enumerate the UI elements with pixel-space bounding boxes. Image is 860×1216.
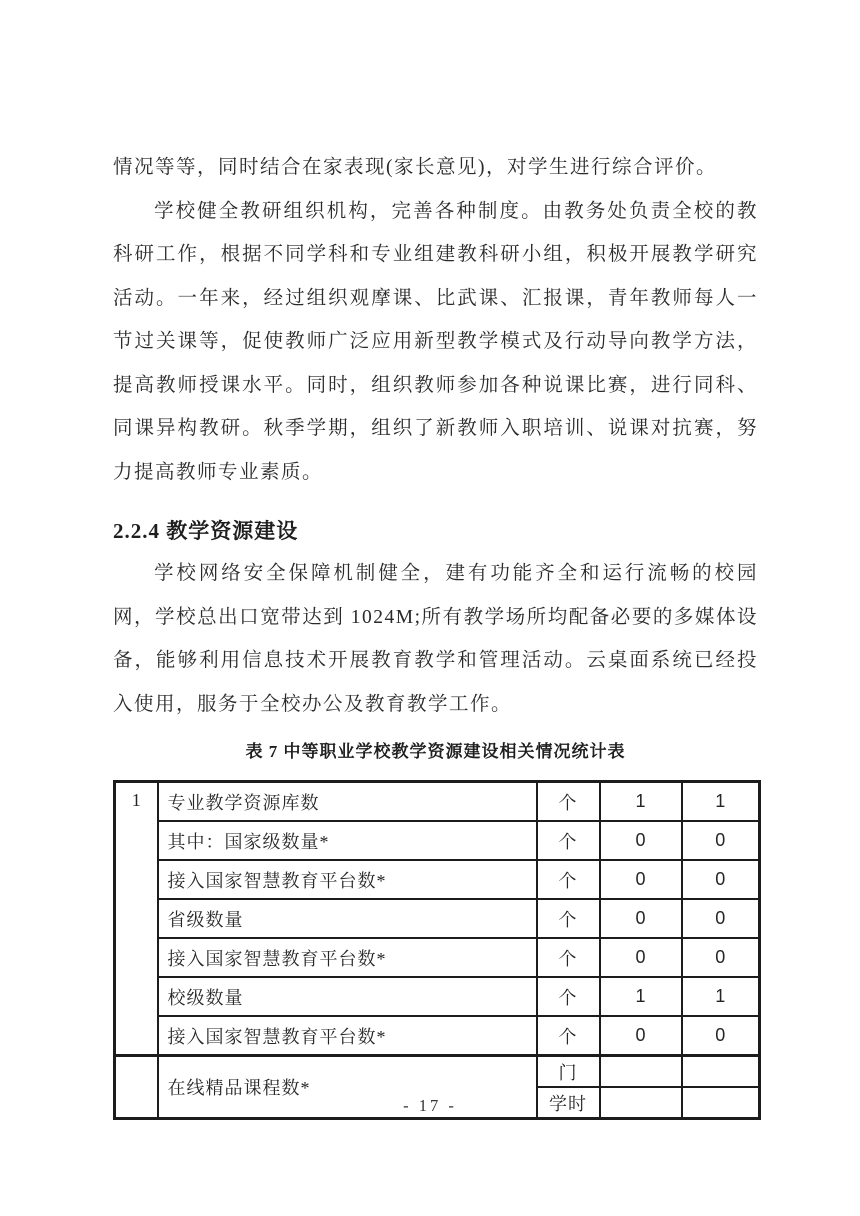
page-content <box>113 146 758 1120</box>
page-number: - 17 - <box>403 1096 457 1115</box>
table-row <box>115 821 760 860</box>
item-cell: 专业教学资源库数 <box>158 782 537 822</box>
value-cell: 1 <box>600 977 682 1016</box>
item-cell: 校级数量 <box>158 977 537 1016</box>
table-row <box>115 782 760 822</box>
table-row <box>115 938 760 977</box>
unit-cell: 个 <box>537 821 600 860</box>
value-cell: 0 <box>600 899 682 938</box>
table-row <box>115 977 760 1016</box>
table-row <box>115 860 760 899</box>
table-row <box>115 1056 760 1088</box>
value-cell: 1 <box>682 977 760 1016</box>
item-cell: 其中：国家级数量* <box>158 821 537 860</box>
value-cell: 0 <box>600 938 682 977</box>
value-cell: 0 <box>600 821 682 860</box>
unit-cell: 学时 <box>537 1087 600 1119</box>
value-cell <box>682 1056 760 1088</box>
item-cell: 省级数量 <box>158 899 537 938</box>
value-cell: 0 <box>682 1016 760 1056</box>
value-cell: 0 <box>682 938 760 977</box>
row-group-index-cell: 1 <box>115 782 158 1056</box>
unit-cell: 个 <box>537 977 600 1016</box>
item-cell: 接入国家智慧教育平台数* <box>158 938 537 977</box>
value-cell: 0 <box>600 860 682 899</box>
table-row <box>115 1016 760 1056</box>
item-cell: 接入国家智慧教育平台数* <box>158 1016 537 1056</box>
unit-cell: 个 <box>537 899 600 938</box>
value-cell: 1 <box>682 782 760 822</box>
value-cell: 0 <box>682 860 760 899</box>
paragraph-network-resources: 学校网络安全保障机制健全，建有功能齐全和运行流畅的校园网，学校总出口宽带达到 1024M;所有教学场所均配备必要的多媒体设备，能够利用信息技术开展教育教学和管理活动。云桌面系统已经投入使用，服务于全校办公及教育教学工作。 <box>113 563 758 715</box>
resource-stats-table <box>113 780 761 1120</box>
section-heading-2-2-4: 2.2.4 教学资源建设 <box>113 519 299 543</box>
unit-cell: 门 <box>537 1056 600 1088</box>
paragraph-continuation: 情况等等，同时结合在家表现(家长意见)，对学生进行综合评价。 <box>113 157 717 178</box>
item-cell: 接入国家智慧教育平台数* <box>158 860 537 899</box>
unit-cell: 个 <box>537 860 600 899</box>
unit-cell: 个 <box>537 782 600 822</box>
value-cell: 0 <box>682 821 760 860</box>
table-caption: 表 7 中等职业学校教学资源建设相关情况统计表 <box>245 742 626 761</box>
item-cell: 在线精品课程数* <box>158 1056 537 1119</box>
value-cell: 0 <box>600 1016 682 1056</box>
value-cell <box>600 1056 682 1088</box>
unit-cell: 个 <box>537 938 600 977</box>
unit-cell: 个 <box>537 1016 600 1056</box>
paragraph-teaching-research: 学校健全教研组织机构，完善各种制度。由教务处负责全校的教科研工作，根据不同学科和专业组建教科研小组，积极开展教学研究活动。一年来，经过组织观摩课、比武课、汇报课，青年教师每人一节过关课等，促使教师广泛应用新型教学模式及行动导向教学方法，提高教师授课水平。同时，组织教师参加各种说课比赛，进行同科、同课异构教研。秋季学期，组织了新教师入职培训、说课对抗赛，努力提高教师专业素质。 <box>113 200 758 483</box>
table-row <box>115 899 760 938</box>
value-cell: 0 <box>682 899 760 938</box>
value-cell: 1 <box>600 782 682 822</box>
